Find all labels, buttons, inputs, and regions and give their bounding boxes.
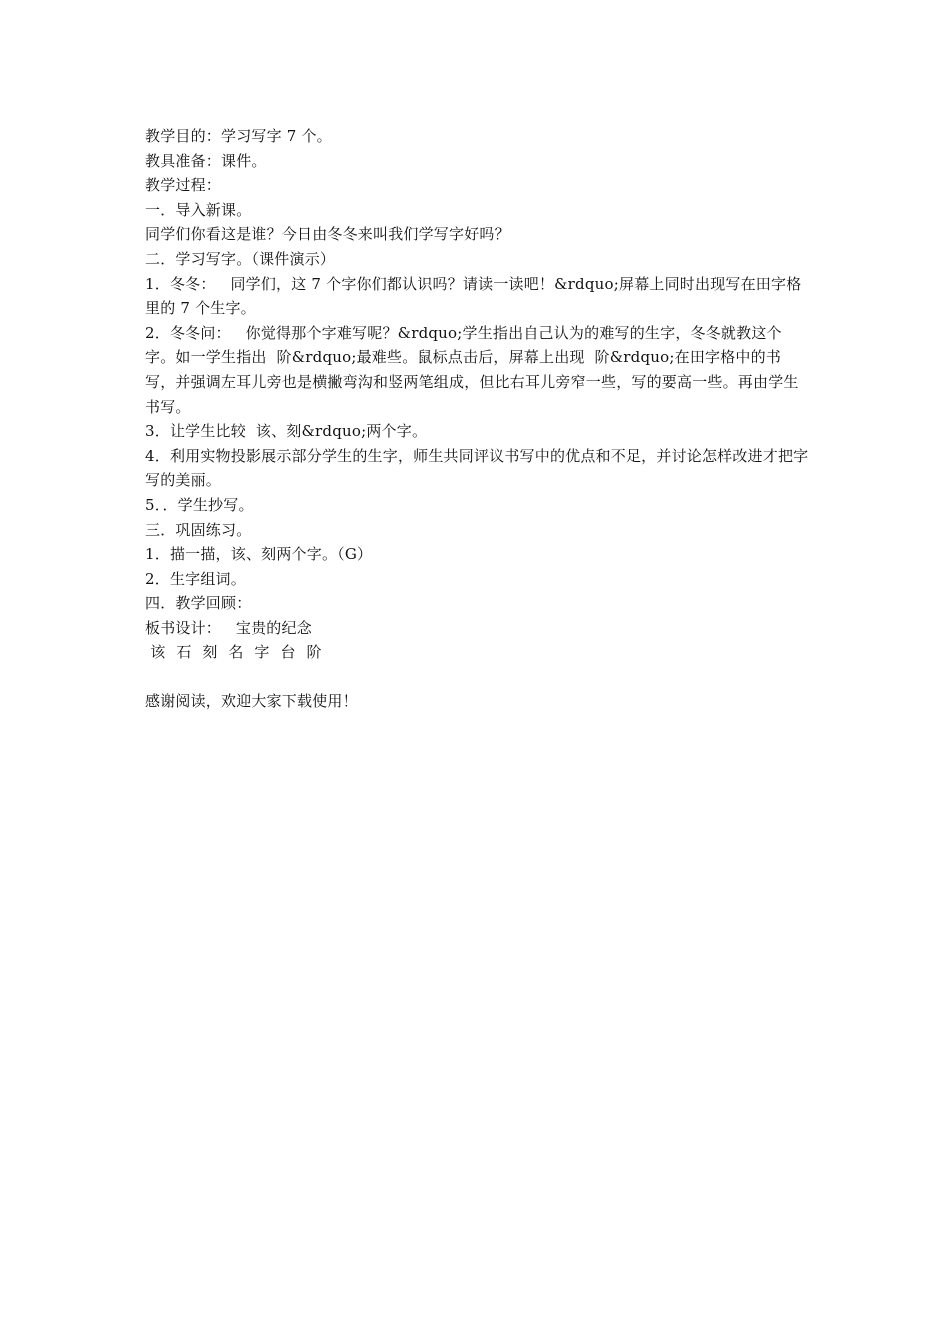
section-four-heading: 四．教学回顾：: [145, 594, 252, 613]
document-body: [145, 124, 810, 714]
blank-line: [145, 665, 810, 689]
board-characters: 该 石 刻 名 字 台 阶: [145, 643, 322, 662]
teaching-process-heading: 教学过程：: [145, 176, 222, 195]
list-item-3: 3．让学生比较 该、刻&rdquo;两个字。: [145, 422, 428, 441]
teaching-objective: 教学目的：学习写字 7 个。: [145, 127, 332, 145]
list-item-2: 2．冬冬问： 你觉得那个字难写呢？&rdquo;学生指出自己认为的难写的生字，冬冬就教这个字。如一学生指出 阶&rdquo;最难些。鼠标点击后，屏幕上出现 阶&rdquo;在田字格中的书写，并强调左耳儿旁也是横撇弯沟和竖两笔组成，但比右耳儿旁窄一些，写的要高一些。再由学生书写。: [145, 323, 799, 416]
section-one-heading: 一．导入新课。: [145, 200, 252, 219]
section-three-heading: 三．巩固练习。: [145, 520, 252, 539]
teaching-materials: 教具准备：课件。: [145, 151, 267, 170]
closing-note: 感谢阅读，欢迎大家下载使用！: [145, 692, 358, 711]
practice-item-2: 2．生字组词。: [145, 569, 246, 588]
list-item-1: 1．冬冬： 同学们，这 7 个字你们都认识吗？请读一读吧！&rdquo;屏幕上同时出现写在田字格里的 7 个生字。: [145, 274, 802, 318]
list-item-4: 4．利用实物投影展示部分学生的生字，师生共同评议书写中的优点和不足，并讨论怎样改进才把字写的美丽。: [145, 446, 809, 490]
list-item-5: 5．．学生抄写。: [145, 495, 254, 514]
section-two-heading: 二．学习写字。（课件演示）: [145, 249, 336, 268]
paragraph-intro: 同学们你看这是谁？今日由冬冬来叫我们学写字好吗？: [145, 225, 510, 244]
practice-item-1: 1．描一描，该、刻两个字。（G）: [145, 545, 373, 564]
board-design: 板书设计： 宝贵的纪念: [145, 618, 312, 637]
